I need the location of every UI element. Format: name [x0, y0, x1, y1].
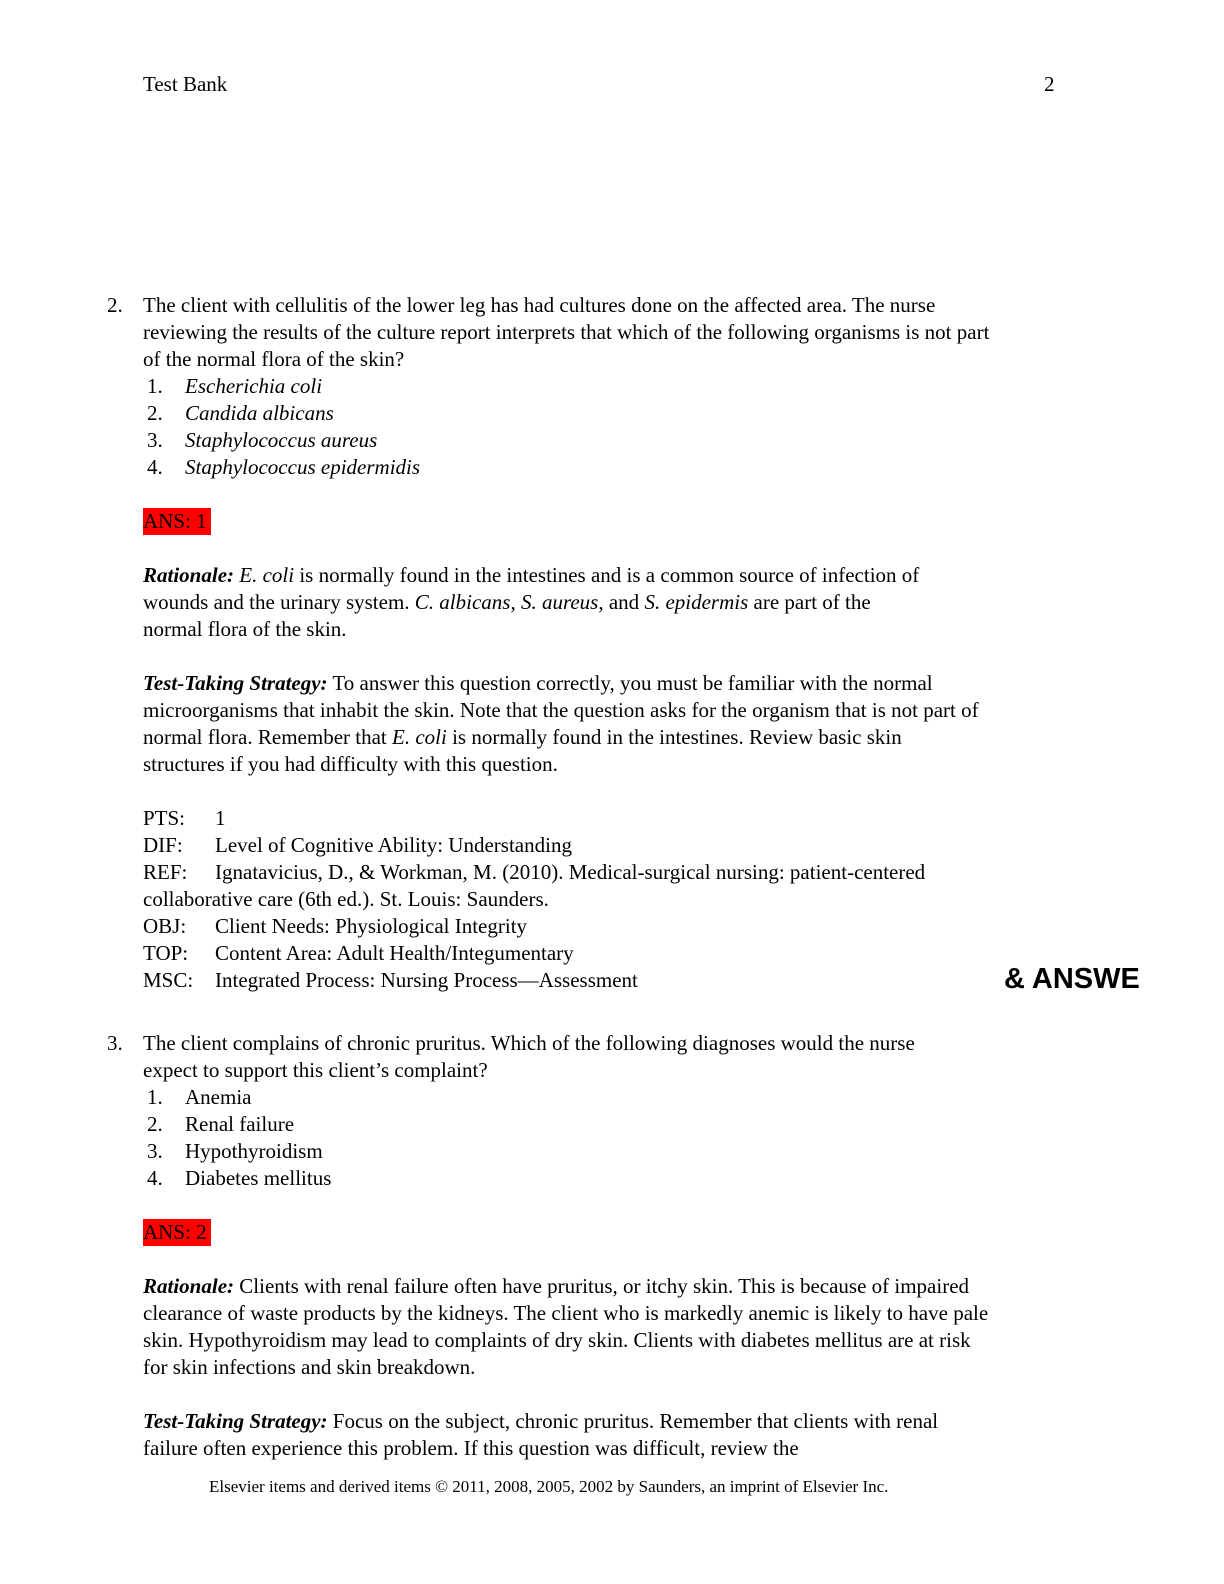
watermark-stamp: & ANSWE — [1004, 963, 1140, 995]
option-item: 4. Staphylococcus epidermidis — [147, 455, 421, 479]
header-title: Test Bank — [143, 72, 228, 96]
question-number: 3. — [107, 1031, 123, 1055]
copyright-footer: Elsevier items and derived items © 2011, 2008, 2005, 2002 by Saunders, an imprint of Elsevier Inc. — [209, 1477, 889, 1496]
test-taking-strategy: Test-Taking Strategy: Focus on the subject, chronic pruritus. Remember that clients with renal failure often experience this problem. If this question was difficult, review the — [143, 1409, 939, 1460]
meta-row: TOP: Content Area: Adult Health/Integumentary — [143, 941, 574, 965]
options-list — [147, 373, 1007, 481]
rationale: Rationale: Clients with renal failure often have pruritus, or itchy skin. This is because of impaired clearance of waste products by the kidneys. The client who is markedly anemic is likely to have pale skin. Hypothyroidism may lead to complaints of dry skin. Clients with diabetes mellitus are at risk for skin infections and skin breakdown. — [143, 1274, 989, 1379]
answer-badge: ANS: 1 — [143, 508, 211, 535]
option-item: 2. Renal failure — [147, 1112, 295, 1136]
question-2 — [107, 292, 1007, 994]
meta-row: DIF: Level of Cognitive Ability: Understanding — [143, 833, 572, 857]
option-item: 3. Staphylococcus aureus — [147, 428, 378, 452]
meta-row: PTS: 1 — [143, 806, 226, 830]
test-taking-strategy: Test-Taking Strategy: To answer this question correctly, you must be familiar with the normal microorganisms that inhabit the skin. Note that the question asks for the organism that is not part of normal flora. Remember that E. coli is normally found in the intestines. Review basic skin structures if you had difficulty with this question. — [143, 671, 979, 776]
rationale: Rationale: E. coli is normally found in the intestines and is a common source of infection of wounds and the urinary system. C. albicans, S. aureus, and S. epidermis are part of the normal flora of the skin. — [143, 563, 920, 641]
page-number: 2 — [1044, 72, 1055, 96]
meta-row: MSC: Integrated Process: Nursing Process—Assessment — [143, 968, 638, 992]
option-item: 3. Hypothyroidism — [147, 1139, 323, 1163]
option-item: 1. Escherichia coli — [147, 374, 323, 398]
question-number: 2. — [107, 293, 123, 317]
meta-row: REF: Ignatavicius, D., & Workman, M. (2010). Medical-surgical nursing: patient-centered collaborative care (6th ed.). St. Louis: Saunders. — [143, 860, 926, 911]
meta-row: OBJ: Client Needs: Physiological Integrity — [143, 914, 528, 938]
question-3 — [107, 1030, 1007, 1462]
question-metadata — [143, 805, 943, 994]
option-item: 1. Anemia — [147, 1085, 252, 1109]
answer-badge: ANS: 2 — [143, 1219, 211, 1246]
question-stem: The client with cellulitis of the lower leg has had cultures done on the affected area. The nurse reviewing the results of the culture report interprets that which of the following organisms is not part of the normal flora of the skin? — [143, 293, 990, 371]
option-item: 2. Candida albicans — [147, 401, 334, 425]
option-item: 4. Diabetes mellitus — [147, 1166, 332, 1190]
options-list — [147, 1084, 1007, 1192]
question-stem: The client complains of chronic pruritus. Which of the following diagnoses would the nurse expect to support this client’s complaint? — [143, 1031, 915, 1082]
